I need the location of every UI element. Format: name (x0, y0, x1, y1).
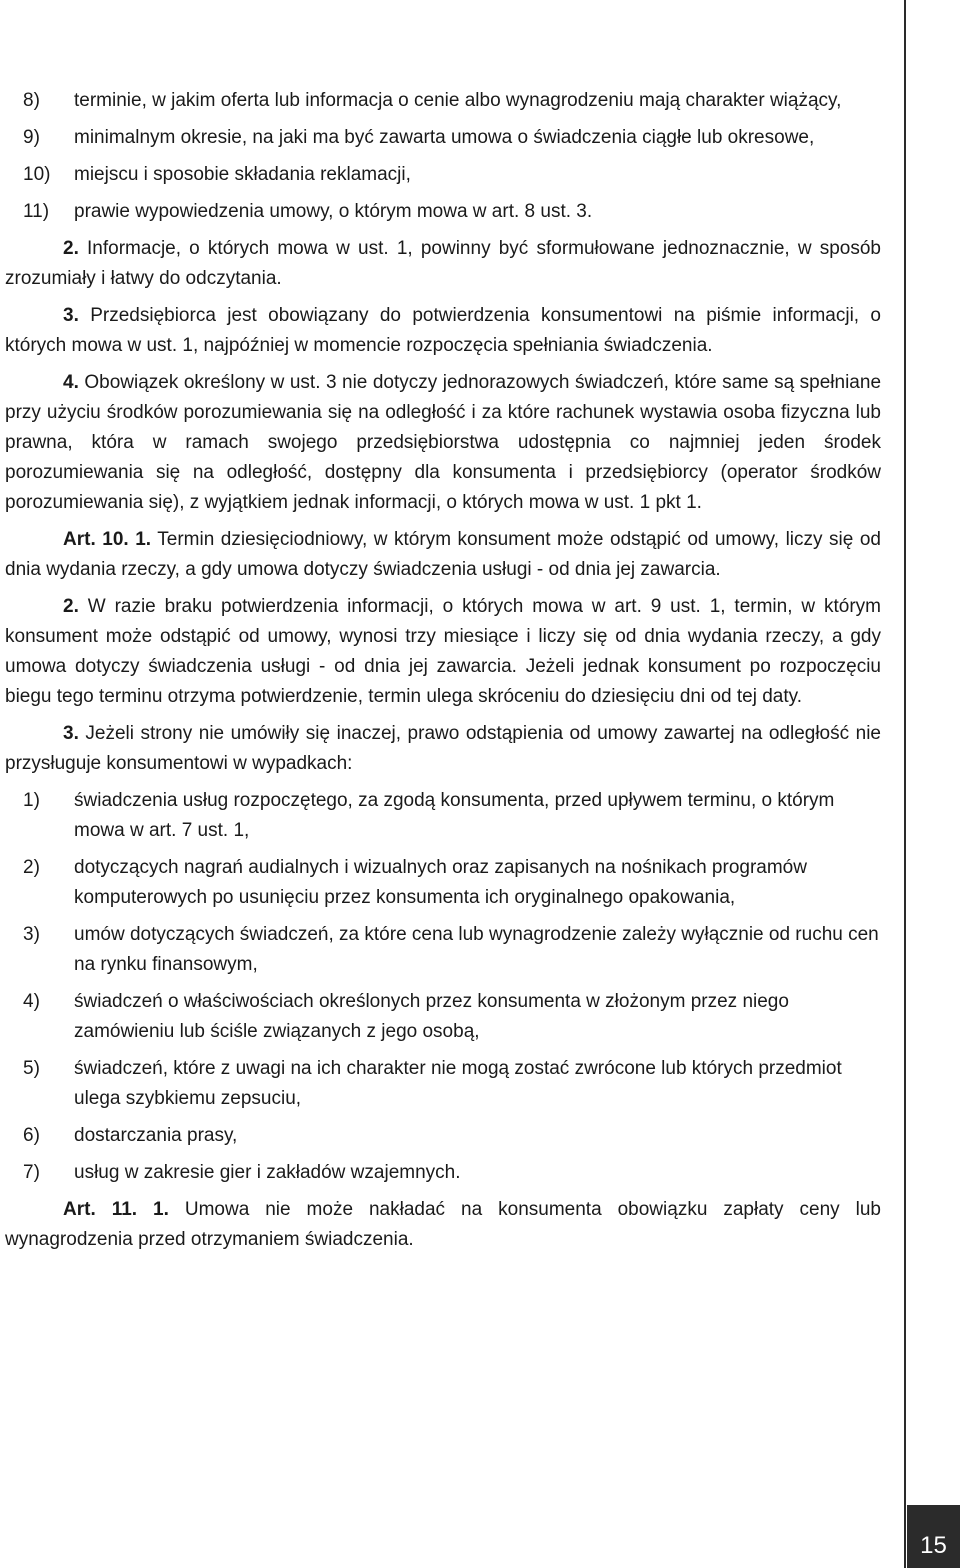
page-number: 15 (907, 1505, 960, 1568)
list-text: prawie wypowiedzenia umowy, o którym mowa w art. 8 ust. 3. (74, 201, 593, 222)
paragraph-text: Umowa nie może nakładać na konsumenta obowiązku zapłaty ceny lub wynagrodzenia przed otrzymaniem świadczenia. (5, 1199, 881, 1250)
paragraph-text: Przedsiębiorca jest obowiązany do potwierdzenia konsumentowi na piśmie informacji, o których mowa w ust. 1, najpóźniej w momencie rozpoczęcia spełniania świadczenia. (5, 305, 882, 356)
paragraph (5, 368, 881, 518)
list-text: świadczeń o właściwościach określonych przez konsumenta w złożonym przez niego zamówieniu lub ściśle związanych z jego osobą, (74, 991, 789, 1042)
paragraph-lead: 4. (63, 372, 79, 393)
list-item (5, 987, 881, 1047)
article-paragraph (5, 1195, 881, 1255)
list-number: 3) (23, 924, 40, 945)
paragraph (5, 301, 881, 361)
list-item (5, 1158, 881, 1188)
list-text: świadczeń, które z uwagi na ich charakter nie mogą zostać zwrócone lub których przedmiot ulega szybkiemu zepsuciu, (74, 1058, 842, 1109)
list-number: 7) (23, 1162, 40, 1183)
list-number: 9) (23, 127, 40, 148)
article-lead: Art. 10. 1. (63, 529, 152, 550)
list-text: miejscu i sposobie składania reklamacji, (74, 164, 411, 185)
list-item (5, 853, 881, 913)
list-number: 4) (23, 991, 40, 1012)
paragraph (5, 592, 881, 712)
paragraph-text: Obowiązek określony w ust. 3 nie dotyczy jednorazowych świadczeń, które same są spełniane przy użyciu środków porozumiewania się na odległość i za które rachunek wystawia osoba fizyczna lub prawna, która w ramach swojego przedsiębiorstwa udostępnia co najmniej jeden środek porozumiewania się na odległość, dostępny dla konsumenta i przedsiębiorcy (operator środków porozumiewania się), z wyjątkiem jednak informacji, o których mowa w ust. 1 pkt 1. (5, 372, 882, 513)
list-item (5, 1121, 881, 1151)
list-text: usług w zakresie gier i zakładów wzajemnych. (74, 1162, 461, 1183)
list-number: 8) (23, 90, 40, 111)
list-number: 5) (23, 1058, 40, 1079)
list-item (5, 920, 881, 980)
list-item (5, 1054, 881, 1114)
list-text: dostarczania prasy, (74, 1125, 238, 1146)
list-number: 6) (23, 1125, 40, 1146)
paragraph-lead: 3. (63, 723, 79, 744)
article-lead: Art. 11. 1. (63, 1199, 169, 1220)
paragraph-lead: 2. (63, 596, 79, 617)
list-number: 1) (23, 790, 40, 811)
list-item (5, 197, 881, 227)
list-item (5, 160, 881, 190)
paragraph-text: Termin dziesięciodniowy, w którym konsument może odstąpić od umowy, liczy się od dnia wydania rzeczy, a gdy umowa dotyczy świadczenia usługi - od dnia jej zawarcia. (5, 529, 881, 580)
list-text: minimalnym okresie, na jaki ma być zawarta umowa o świadczenia ciągłe lub okresowe, (74, 127, 815, 148)
list-text: umów dotyczących świadczeń, za które cena lub wynagrodzenie zależy wyłącznie od ruchu cen na rynku finansowym, (74, 924, 879, 975)
paragraph-lead: 2. (63, 238, 79, 259)
paragraph-text: Jeżeli strony nie umówiły się inaczej, prawo odstąpienia od umowy zawartej na odległość nie przysługuje konsumentowi w wypadkach: (5, 723, 881, 774)
list-text: terminie, w jakim oferta lub informacja o cenie albo wynagrodzeniu mają charakter wiążący, (74, 90, 842, 111)
margin-rule (904, 0, 906, 1568)
list-text: świadczenia usług rozpoczętego, za zgodą konsumenta, przed upływem terminu, o którym mowa w art. 7 ust. 1, (74, 790, 835, 841)
document-body (5, 86, 881, 1262)
list-text: dotyczących nagrań audialnych i wizualnych oraz zapisanych na nośnikach programów komputerowych po usunięciu przez konsumenta ich oryginalnego opakowania, (74, 857, 807, 908)
paragraph (5, 234, 881, 294)
paragraph-text: W razie braku potwierdzenia informacji, o których mowa w art. 9 ust. 1, termin, w którym konsument może odstąpić od umowy, wynosi trzy miesiące i liczy się od dnia wydania rzeczy, a gdy umowa dotyczy świadczenia usługi - od dnia jej zawarcia. Jeżeli jednak konsument po rozpoczęciu biegu tego terminu otrzyma potwierdzenie, termin ulega skróceniu do dziesięciu dni od tej daty. (5, 596, 881, 707)
list-number: 2) (23, 857, 40, 878)
list-number: 10) (23, 164, 51, 185)
paragraph (5, 719, 881, 779)
list-item (5, 786, 881, 846)
article-paragraph (5, 525, 881, 585)
list-item (5, 123, 881, 153)
paragraph-lead: 3. (63, 305, 79, 326)
paragraph-text: Informacje, o których mowa w ust. 1, powinny być sformułowane jednoznacznie, w sposób zrozumiały i łatwy do odczytania. (5, 238, 881, 289)
list-number: 11) (23, 201, 50, 222)
list-item (5, 86, 881, 116)
